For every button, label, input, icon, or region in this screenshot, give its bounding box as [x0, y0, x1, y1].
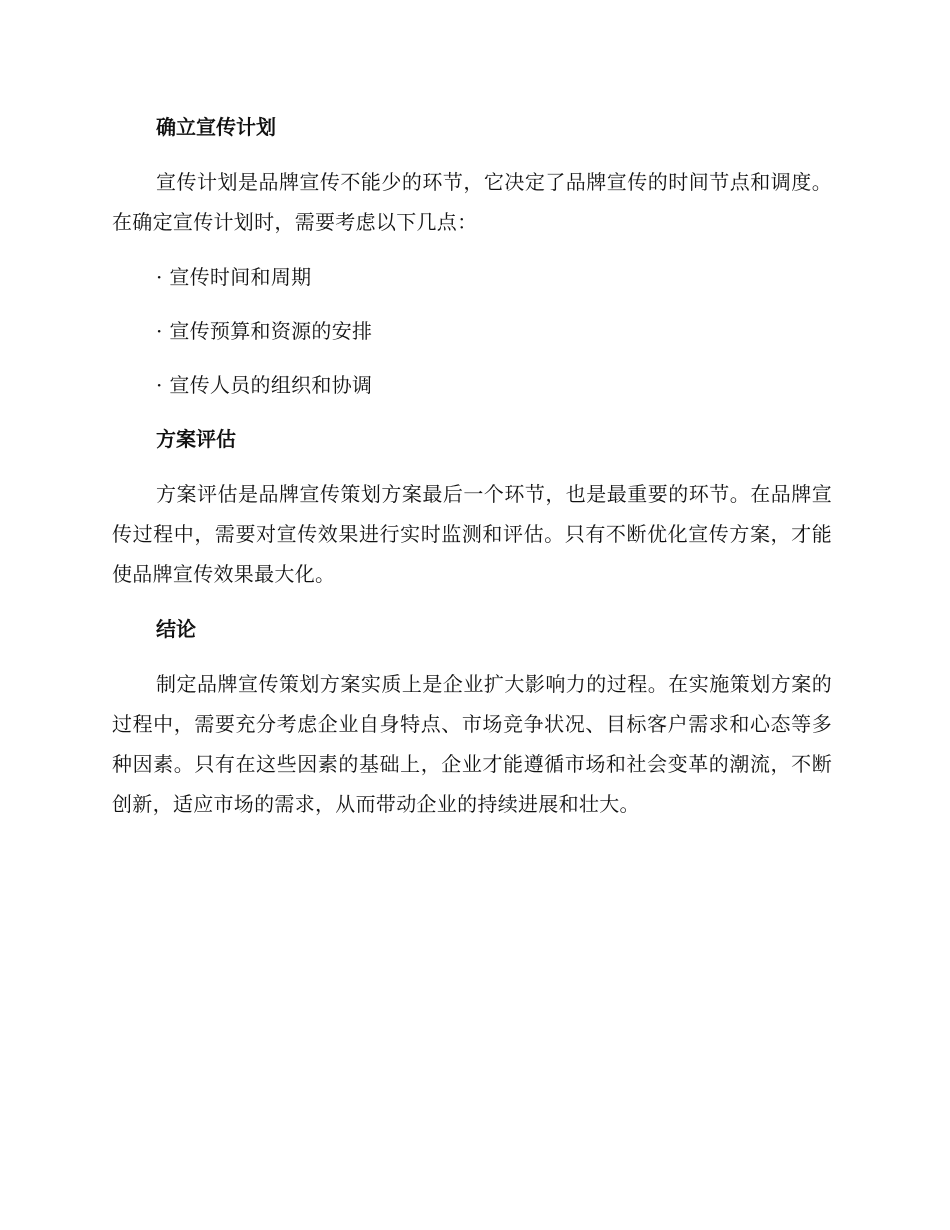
section-paragraph-plan: 宣传计划是品牌宣传不能少的环节，它决定了品牌宣传的时间节点和调度。在确定宣传计划时，需要考虑以下几点： — [112, 170, 832, 234]
bullet-item-schedule: · 宣传时间和周期 — [156, 265, 312, 289]
document-body — [112, 108, 832, 824]
section-heading-conclusion: 结论 — [156, 617, 196, 641]
bullet-item-budget: · 宣传预算和资源的安排 — [156, 319, 373, 343]
section-heading-plan: 确立宣传计划 — [156, 115, 276, 139]
section-paragraph-conclusion: 制定品牌宣传策划方案实质上是企业扩大影响力的过程。在实施策划方案的过程中，需要充分考虑企业自身特点、市场竞争状况、目标客户需求和心态等多种因素。只有在这些因素的基础上，企业才能遵循市场和社会变革的潮流，不断创新，适应市场的需求，从而带动企业的持续进展和壮大。 — [112, 672, 832, 816]
section-heading-evaluation: 方案评估 — [156, 427, 236, 451]
section-paragraph-evaluation: 方案评估是品牌宣传策划方案最后一个环节，也是最重要的环节。在品牌宣传过程中，需要对宣传效果进行实时监测和评估。只有不断优化宣传方案，才能使品牌宣传效果最大化。 — [112, 482, 832, 586]
bullet-item-staff: · 宣传人员的组织和协调 — [156, 373, 373, 397]
